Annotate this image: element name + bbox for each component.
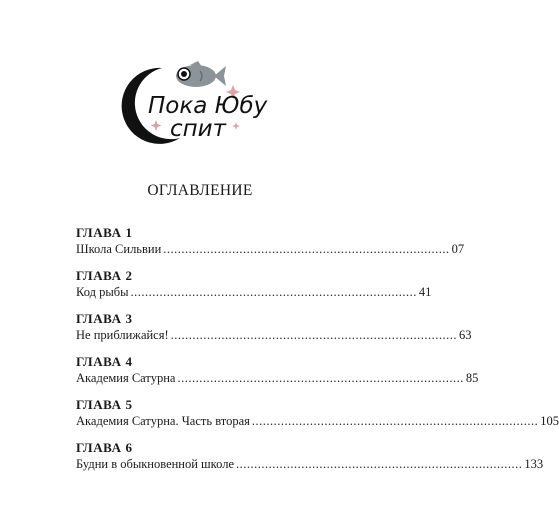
chapter-number: ГЛАВА 2 <box>76 268 133 283</box>
chapter-number: ГЛАВА 5 <box>76 397 133 412</box>
chapter-number: ГЛАВА 4 <box>76 354 133 369</box>
chapter-line[interactable] <box>76 241 465 258</box>
chapter-number: ГЛАВА 1 <box>76 225 133 240</box>
chapter-title: Академия Сатурна. Часть вторая <box>76 414 250 428</box>
chapter-line[interactable] <box>76 456 544 473</box>
chapter-number: ГЛАВА 3 <box>76 311 133 326</box>
page-number: 41 <box>418 285 432 299</box>
chapter-line[interactable] <box>76 370 479 387</box>
chapter-title: Школа Сильвии <box>76 242 162 256</box>
dot-leader: ............................................................................... <box>236 457 523 471</box>
logo-line2: спит <box>170 116 227 142</box>
page-number: 85 <box>465 371 479 385</box>
toc-heading: ОГЛАВЛЕНИЕ <box>147 182 253 199</box>
chapter-title: Не приближайся! <box>76 328 169 342</box>
dot-leader: ............................................................................... <box>130 285 417 299</box>
book-logo <box>118 58 268 148</box>
chapter-number: ГЛАВА 6 <box>76 440 133 455</box>
dot-leader: ............................................................................... <box>177 371 464 385</box>
fish-icon <box>176 61 226 87</box>
dot-leader: ............................................................................... <box>163 242 450 256</box>
chapter-entry <box>76 397 559 440</box>
chapter-line[interactable] <box>76 413 559 430</box>
chapter-line[interactable] <box>76 327 472 344</box>
chapter-entry <box>76 268 432 311</box>
table-of-contents <box>76 225 559 483</box>
chapter-line[interactable] <box>76 284 432 301</box>
page-number: 105 <box>540 414 559 428</box>
logo-line1: Пока Юбу <box>148 93 268 119</box>
dot-leader: ............................................................................... <box>170 328 458 342</box>
page-number: 133 <box>524 457 544 471</box>
chapter-entry <box>76 354 479 397</box>
chapter-entry <box>76 225 465 268</box>
page-number: 63 <box>459 328 472 342</box>
chapter-entry <box>76 311 472 354</box>
chapter-title: Академия Сатурна <box>76 371 176 385</box>
page-number: 07 <box>451 242 465 256</box>
chapter-title: Код рыбы <box>76 285 129 299</box>
chapter-entry <box>76 440 544 483</box>
dot-leader: ............................................................................... <box>251 414 539 428</box>
chapter-title: Будни в обыкновенной школе <box>76 457 234 471</box>
